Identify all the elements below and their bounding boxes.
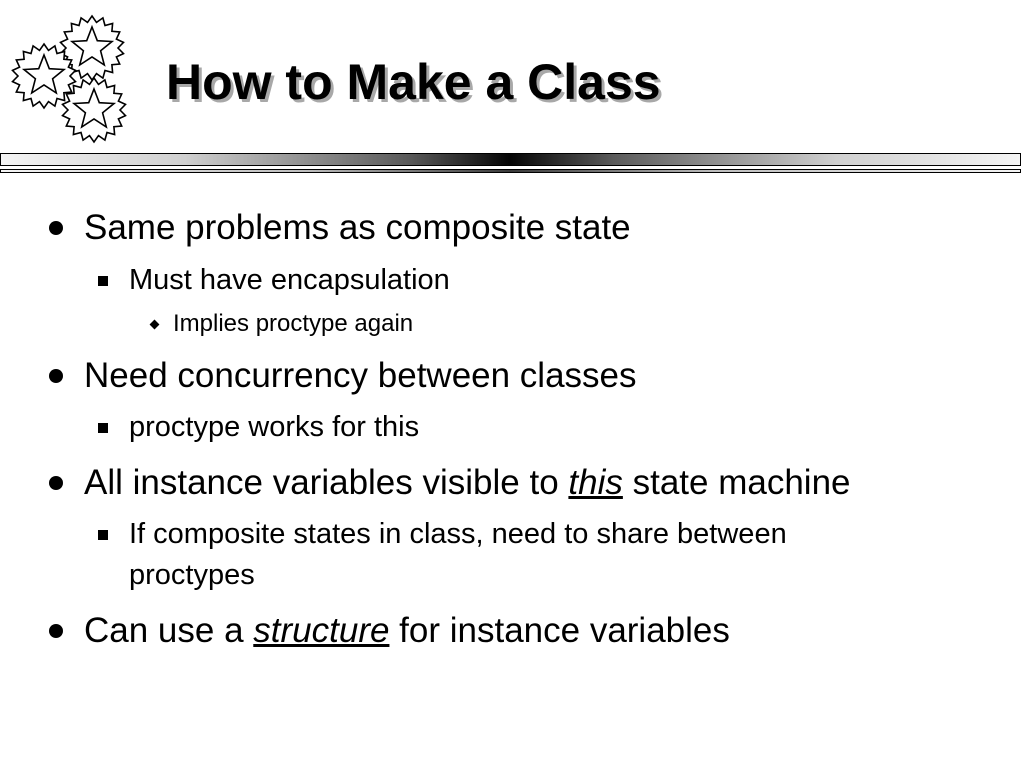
bullet-square-icon	[98, 276, 108, 286]
emphasis-this: this	[568, 463, 623, 502]
bullet-diamond-icon	[150, 320, 160, 330]
bullet-text-after: state machine	[622, 463, 851, 502]
bullet-item: Need concurrency between classes	[84, 356, 637, 395]
bullet-dot-icon	[49, 221, 63, 235]
sub-bullet-item: If composite states in class, need to share between	[129, 518, 787, 550]
sub-sub-bullet-item: Implies proctype again	[173, 310, 414, 337]
bullet-item	[84, 463, 851, 503]
bullet-text-before: Can use a	[84, 611, 254, 650]
bullet-dot-icon	[49, 624, 63, 638]
sub-bullet-item: proctype works for this	[129, 411, 420, 443]
bullet-item: Same problems as composite state	[84, 208, 631, 247]
bullet-text-after: for instance variables	[389, 611, 730, 650]
emphasis-structure: structure	[253, 611, 390, 650]
bullet-dot-icon	[49, 476, 63, 490]
sub-bullet-continuation: proctypes	[129, 559, 255, 591]
bullet-square-icon	[98, 530, 108, 540]
bullet-text-before: All instance variables visible to	[84, 463, 569, 502]
sub-bullet-item: Must have encapsulation	[129, 264, 450, 296]
bullet-item	[84, 611, 730, 651]
bullet-square-icon	[98, 423, 108, 433]
slide-title: How to Make a Class	[166, 54, 661, 110]
bullet-dot-icon	[49, 369, 63, 383]
